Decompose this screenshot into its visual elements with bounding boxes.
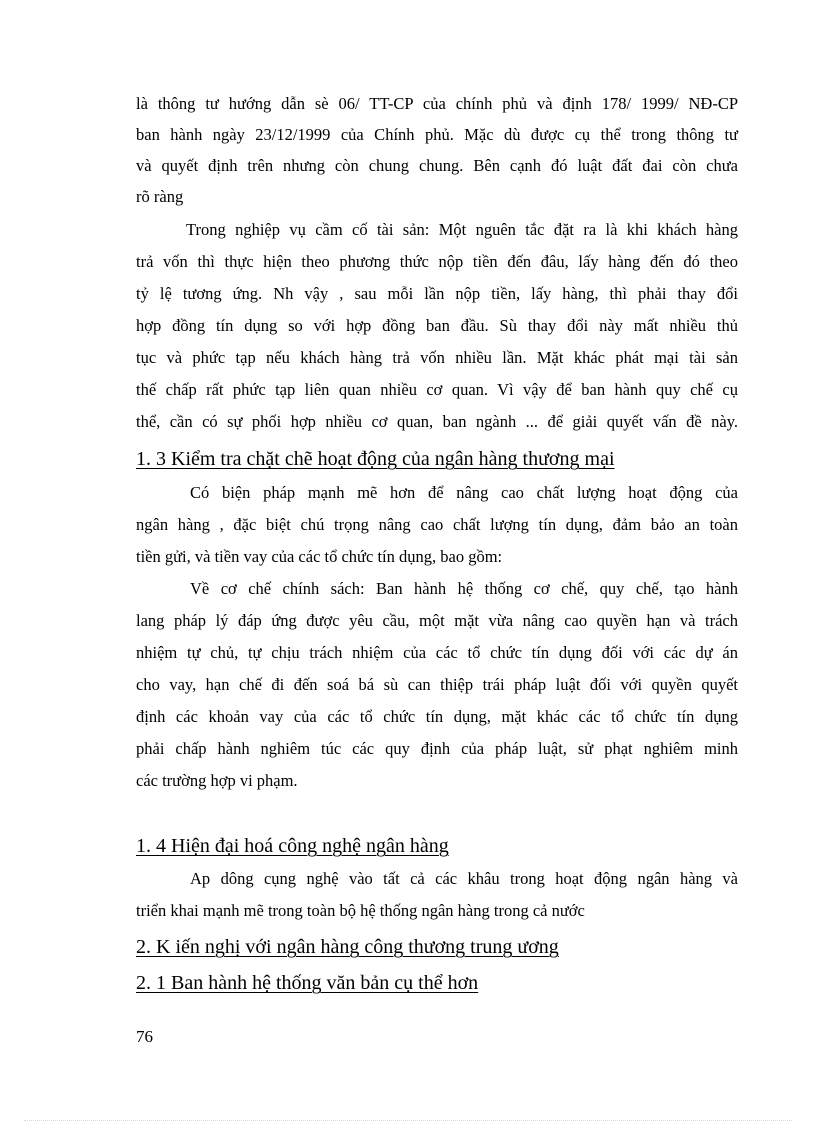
paragraph-line: trả vốn thì thực hiện theo phương thức nộp tiền đến đâu, lấy hàng đến đó theo — [136, 252, 738, 271]
paragraph-line: tỷ lệ tương ứng. Nh vậy , sau mỗi lần nộp tiền, lấy hàng, thì phải thay đổi — [136, 284, 738, 303]
section-heading: 1. 4 Hiện đại hoá công nghệ ngân hàng — [136, 835, 449, 857]
paragraph-line: rõ ràng — [136, 187, 184, 206]
paragraph-line: nhiệm tự chủ, tự chịu trách nhiệm của các tổ chức tín dụng đối với các dự án — [136, 643, 738, 662]
paragraph-line: ngân hàng , đặc biệt chú trọng nâng cao chất lượng tín dụng, đảm bảo an toàn — [136, 515, 738, 534]
paragraph-line: Về cơ chế chính sách: Ban hành hệ thống cơ chế, quy chế, tạo hành — [190, 579, 738, 598]
paragraph-line: lang pháp lý đáp ứng được yêu cầu, một mặt vừa nâng cao quyền hạn và trách — [136, 611, 738, 630]
paragraph-line: triển khai mạnh mẽ trong toàn bộ hệ thống ngân hàng trong cả nước — [136, 901, 585, 920]
page-number: 76 — [136, 1027, 153, 1046]
paragraph-line: định các khoản vay của các tổ chức tín dụng, mặt khác các tổ chức tín dụng — [136, 707, 738, 726]
paragraph-line: cho vay, hạn chế đi đến soá bá sù can thiệp trái pháp luật đối với quyền quyết — [136, 675, 738, 694]
footer-divider — [24, 1120, 792, 1121]
paragraph-line: các trường hợp vi phạm. — [136, 771, 298, 790]
paragraph-line: phải chấp hành nghiêm túc các quy định của pháp luật, sử phạt nghiêm minh — [136, 739, 738, 758]
paragraph-line: Có biện pháp mạnh mẽ hơn để nâng cao chất lượng hoạt động của — [190, 483, 738, 502]
paragraph-line: thế chấp rất phức tạp liên quan nhiều cơ quan. Vì vậy để ban hành quy chế cụ — [136, 380, 738, 399]
paragraph-line: là thông tư hướng dẫn sè 06/ TT-CP của chính phủ và định 178/ 1999/ NĐ-CP — [136, 94, 738, 113]
paragraph-line: Ap dông cụng nghệ vào tất cả các khâu trong hoạt động ngân hàng và — [190, 869, 738, 888]
section-heading: 2. K iến nghị với ngân hàng công thương trung ương — [136, 936, 559, 958]
paragraph-line: tục và phức tạp nếu khách hàng trả vốn nhiều lần. Mặt khác phát mại tài sản — [136, 348, 738, 367]
paragraph-line: thể, cần có sự phối hợp nhiều cơ quan, ban ngành ... để giải quyết vấn đề này. — [136, 412, 738, 431]
paragraph-line: và quyết định trên nhưng còn chung chung. Bên cạnh đó luật đất đai còn chưa — [136, 156, 738, 175]
paragraph-line: tiền gửi, và tiền vay của các tổ chức tín dụng, bao gồm: — [136, 547, 503, 566]
paragraph-line: Trong nghiệp vụ cầm cố tài sản: Một nguên tắc đặt ra là khi khách hàng — [186, 220, 738, 239]
paragraph-line: hợp đồng tín dụng so với hợp đồng ban đầu. Sù thay đổi này mất nhiều thủ — [136, 316, 738, 335]
paragraph-line: ban hành ngày 23/12/1999 của Chính phủ. Mặc dù được cụ thể trong thông tư — [136, 125, 738, 144]
section-heading: 1. 3 Kiểm tra chặt chẽ hoạt động của ngân hàng thương mại — [136, 448, 615, 470]
section-heading: 2. 1 Ban hành hệ thống văn bản cụ thể hơn — [136, 972, 479, 994]
